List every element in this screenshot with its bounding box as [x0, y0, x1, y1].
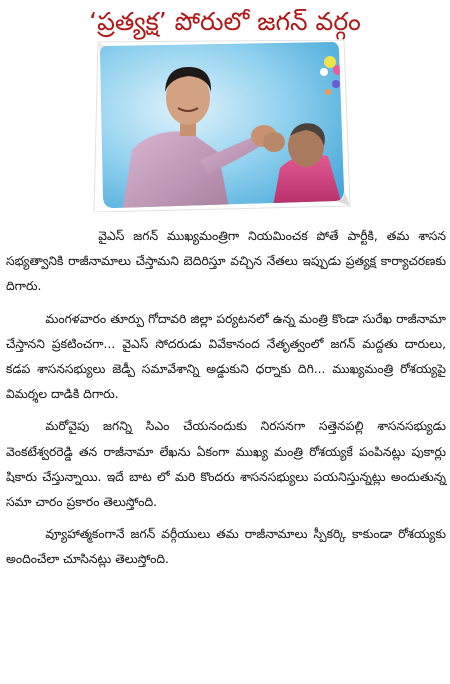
article-paragraph: మంగళవారం తూర్పు గోదావరి జిల్లా పర్యటనలో ఉన్న మంత్రి కొండా సురేఖ రాజీనామా చేస్తానని ప్రకటించగా... వైఎస్ సోదరుడు వివేకానంద నేతృత్వంలో జగన్ మద్దతు దారులు, కడప శాసనసభ్యులు జెడ్పీ సమావేశాన్ని అడ్డుకుని ధర్నాకు దిగి... ముఖ్యమంత్రి రోశయ్యపై విమర్శల దాడికి దిగారు. [6, 311, 446, 402]
article-photo [92, 40, 354, 212]
article-paragraph: వైఎస్ జగన్ ముఖ్యమంత్రిగా నియమించక పోతే పార్టీకి, తమ శాసన సభ్యత్వానికి రాజీనామాలు చేస్తామని బెదిరిస్తూ వచ్చిన నేతలు ఇప్పుడు ప్రత్యక్ష కార్యాచరణకు దిగారు. [6, 229, 446, 294]
article-body [6, 224, 446, 580]
headline: ‘ప్రత్యక్ష’ పోరులో జగన్ వర్గం [89, 7, 361, 36]
photo-illustration [92, 40, 354, 212]
article-paragraph: మరోవైపు జగన్ని సిఎం చేయనందుకు నిరసనగా సత్తెనపల్లి శాసనసభ్యుడు వెంకటేశ్వరరెడ్డి తన రాజీనామా లేఖను ఏకంగా ముఖ్య మంత్రి రోశయ్యకే పంపినట్లు పుకార్లు షికారు చేస్తున్నాయి. ఇదే బాట లో మరి కొందరు శాసనసభ్యులు పయనిస్తున్నట్లు అందుతున్న సమా చారం ప్రకారం తెలుస్తోంది. [6, 419, 446, 510]
article-paragraph: వ్యూహాత్మకంగానే జగన్ వర్గీయులు తమ రాజీనామాలు స్పీకర్కి కాకుండా రోశయ్యకు అందించేలా చూసినట్లు తెలుస్తోంది. [6, 527, 446, 567]
